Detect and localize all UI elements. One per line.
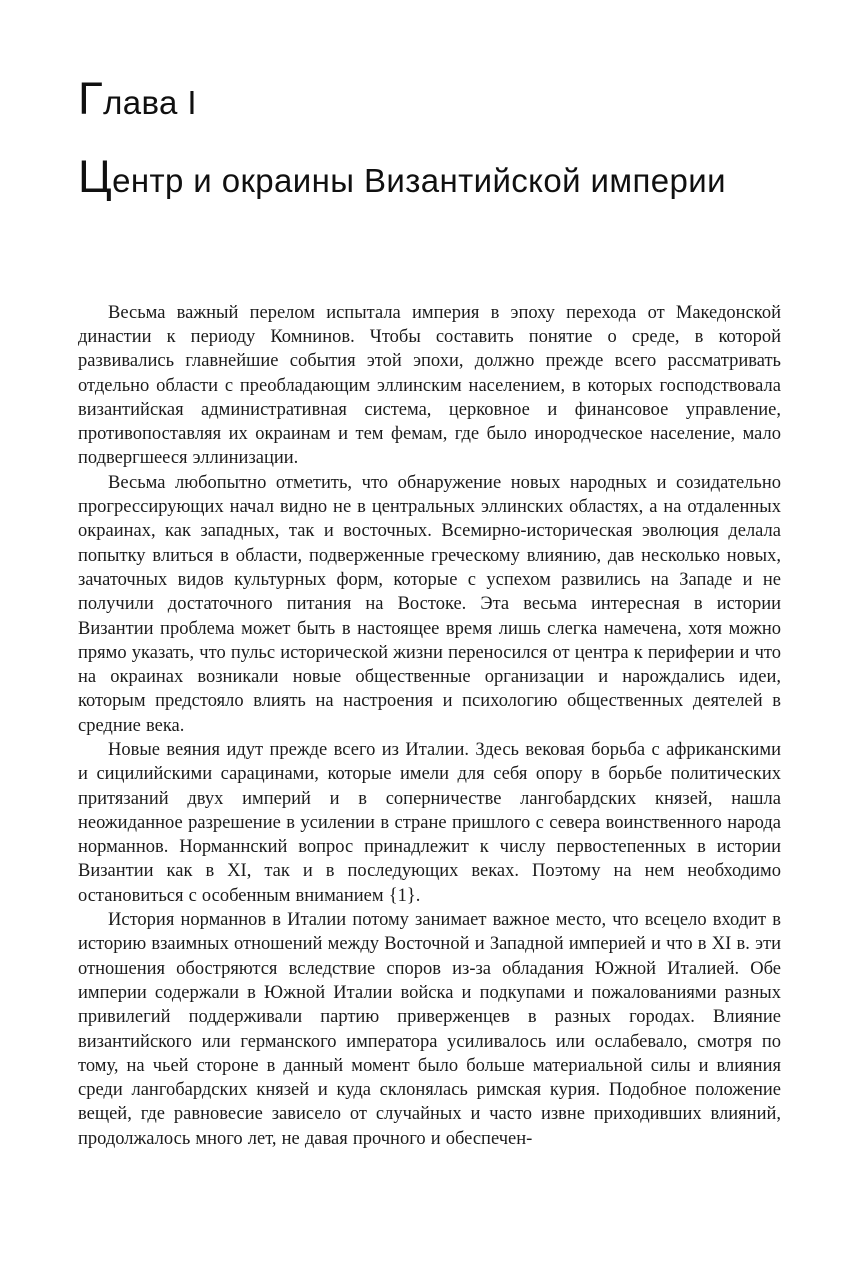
chapter-title: Центр и окраины Византийской империи: [78, 151, 726, 203]
body-text: [78, 301, 781, 1151]
paragraph-4: История норманнов в Италии потому занимает важное место, что всецело входит в историю взаимных отношений между Восточной и Западной империей и что в XI в. эти отношения обостряются вследствие споров из-за обладания Южной Италией. Обе империи содержали в Южной Италии войска и подкупами и пожалованиями разных привилегий поддерживали партию приверженцев в разных городах. Влияние византийского или германского императора усиливалось или ослабевало, смотря по тому, на чьей стороне в данный момент было больше материальной силы и влияния среди лангобардских князей и куда склонялась римская курия. Подобное положение вещей, где равновесие зависело от случайных и часто извне приходивших влияний, продолжалось много лет, не давая прочного и обеспечен-: [78, 910, 781, 1149]
chapter-number: Глава I: [78, 73, 197, 124]
paragraph-3: Новые веяния идут прежде всего из Италии. Здесь вековая борьба с африканскими и сицилийскими сарацинами, которые имели для себя опору в борьбе политических притязаний двух империй и в соперничестве лангобардских князей, нашла неожиданное разрешение в усилении в стране пришлого с севера воинственного народа норманнов. Норманнский вопрос принадлежит к числу первостепенных в истории Византии как в XI, так и в последующих веках. Поэтому на нем необходимо остановиться с особенным вниманием {1}.: [78, 740, 781, 906]
paragraph-1: Весьма важный перелом испытала империя в эпоху перехода от Македонской династии к периоду Комнинов. Чтобы составить понятие о среде, в которой развивались главнейшие события этой эпохи, должно прежде всего рассматривать отдельно области с преобладающим эллинским населением, в которых господствовала византийская административная система, церковное и финансовое управление, противопоставляя их окраинам и тем фемам, где было инородческое население, мало подвергшееся эллинизации.: [78, 302, 781, 469]
chapter-heading: [78, 60, 781, 217]
paragraph-2: Весьма любопытно отметить, что обнаружение новых народных и созидательно прогрессирующих начал видно не в центральных эллинских областях, а на отдаленных окраинах, как западных, так и восточных. Всемирно-историческая эволюция делала попытку влиться в области, подверженные греческому влиянию, дав несколько новых, зачаточных видов культурных форм, которые с успехом развились на Западе и не получили достаточного питания на Востоке. Эта весьма интересная в истории Византии проблема может быть в настоящее время лишь слегка намечена, хотя можно прямо указать, что пульс исторической жизни переносился от центра к периферии и что на окраинах возникали новые общественные организации и нарождались идеи, которым предстояло влиять на настроения и психологию общественных деятелей в средние века.: [78, 472, 781, 736]
